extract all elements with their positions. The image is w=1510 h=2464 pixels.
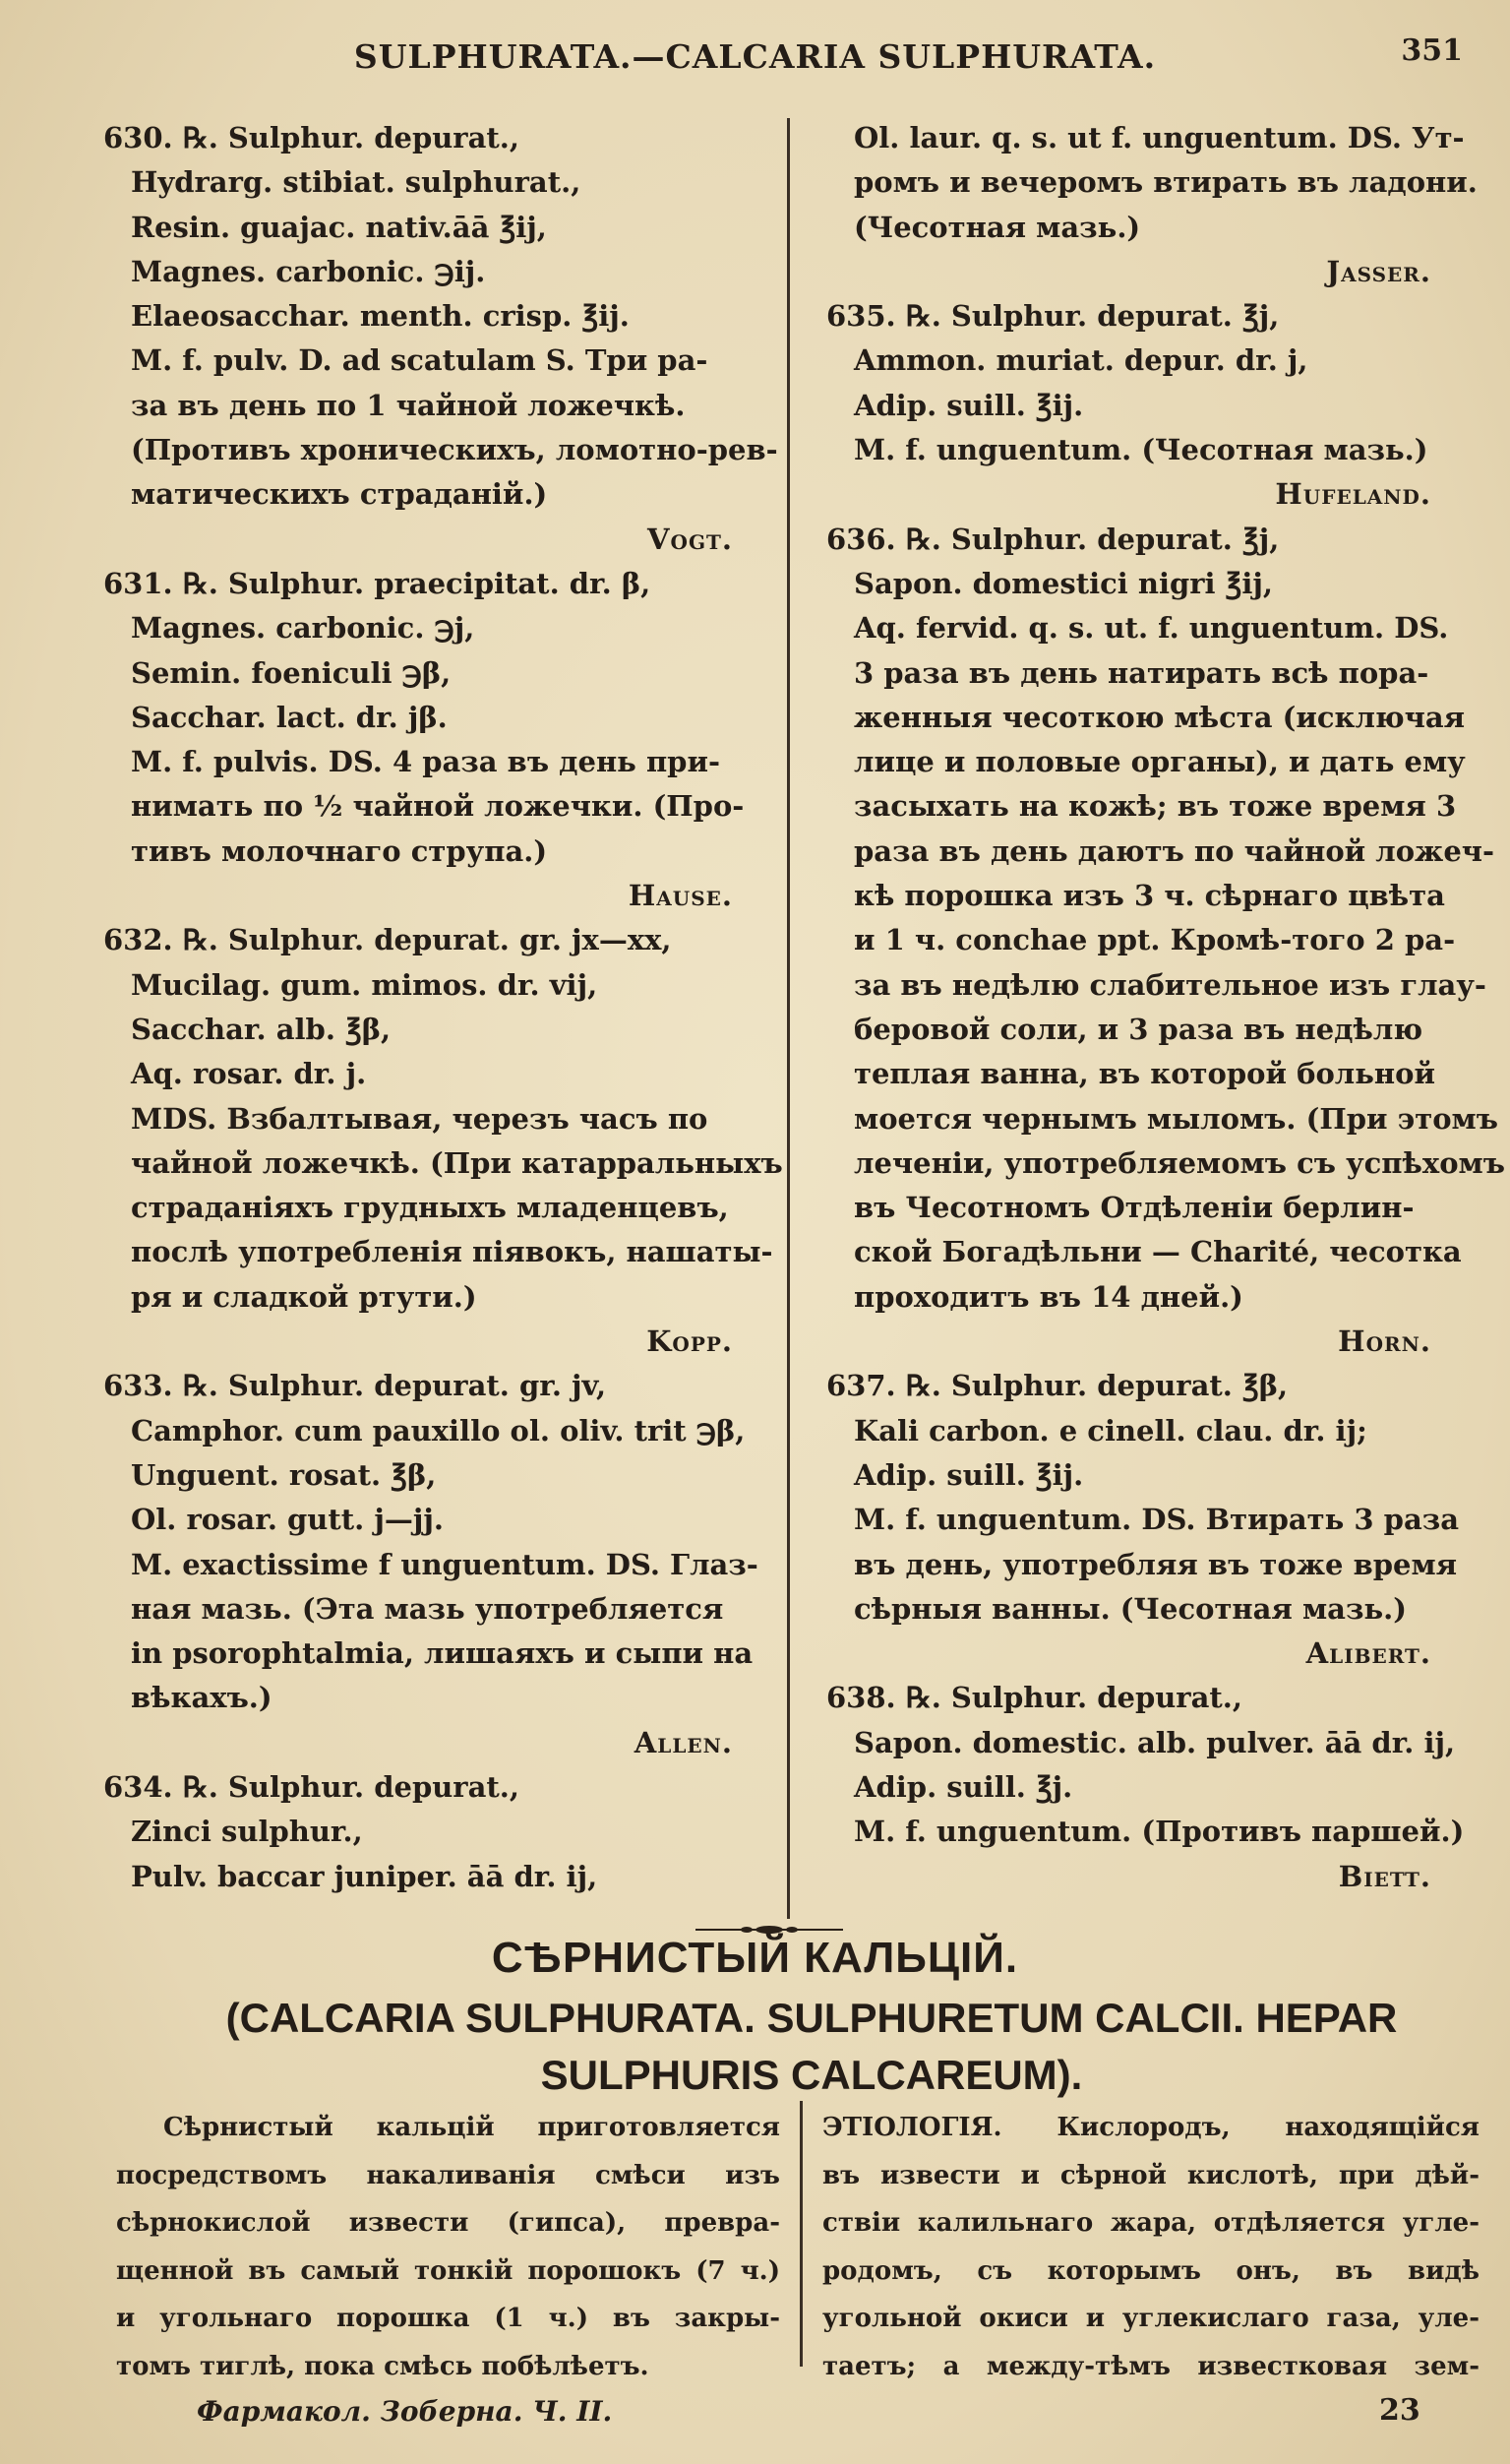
recipe-line: проходитъ въ 14 дней.) xyxy=(854,1279,1243,1314)
recipe-line: моется чернымъ мыломъ. (При этомъ xyxy=(854,1101,1498,1136)
recipe-line: MDS. Взбалтывая, черезъ часъ по xyxy=(131,1101,708,1136)
footer-sheet-number: 23 xyxy=(1379,2393,1420,2428)
recipe-line: нимать по ½ чайной ложечки. (Про- xyxy=(131,789,745,824)
right-column xyxy=(826,116,1505,1899)
recipe-line: 3 раза въ день натирать всѣ пора- xyxy=(854,655,1429,690)
recipe-line: M. f. pulvis. DS. 4 раза въ день при- xyxy=(131,745,721,779)
recipe-line: Sapon. domestici nigri ℥ij, xyxy=(854,566,1274,600)
recipe-line: Ol. rosar. gutt. j—jj. xyxy=(131,1503,444,1537)
recipe-author: Jasser. xyxy=(1326,254,1431,288)
recipe-line: засыхать на кожѣ; въ тоже время 3 xyxy=(854,789,1457,824)
recipe-line: за въ недѣлю слабительное изъ глау- xyxy=(854,967,1486,1002)
recipe-line: ской Богадѣльни — Charité, чесотка xyxy=(854,1235,1462,1269)
page-number: 351 xyxy=(1401,33,1463,68)
running-title: SULPHURATA.—CALCARIA SULPHURATA. xyxy=(353,37,1157,76)
recipe-heading-line: 636. ℞. Sulphur. depurat. ℥j, xyxy=(826,522,1280,556)
recipe-line: Sacchar. lact. dr. jβ. xyxy=(131,700,448,734)
recipe-heading-line: 633. ℞. Sulphur. depurat. gr. jv, xyxy=(103,1369,607,1403)
recipe-line: M. f. unguentum. DS. Втирать 3 раза xyxy=(854,1503,1460,1537)
recipe-entry xyxy=(826,1676,1471,1898)
recipe-line: Adip. suill. ℥ij. xyxy=(854,1457,1084,1492)
recipe-author: Allen. xyxy=(634,1725,733,1759)
recipe-line: Aq. rosar. dr. j. xyxy=(131,1057,367,1091)
recipe-line: M. f. unguentum. (Противъ паршей.) xyxy=(854,1815,1465,1849)
recipe-line: Pulv. baccar juniper. āā dr. ij, xyxy=(131,1859,598,1893)
paragraph-line: родомъ, съ которымъ онъ, въ видѣ xyxy=(822,2255,1480,2286)
recipe-heading-line: 638. ℞. Sulphur. depurat., xyxy=(826,1681,1242,1715)
recipe-line: раза въ день даютъ по чайной ложеч- xyxy=(854,833,1495,868)
recipe-line: кѣ порошка изъ 3 ч. сѣрнаго цвѣта xyxy=(854,879,1445,913)
paragraph-line: Сѣрнистый кальцiй приготовляется xyxy=(163,2113,780,2142)
recipe-line: Magnes. carbonic. ℈j, xyxy=(131,611,475,646)
recipe-entry xyxy=(826,1364,1471,1676)
recipe-line: страданiяхъ грудныхъ младенцевъ, xyxy=(131,1191,729,1225)
recipe-line: (Чесотная мазь.) xyxy=(854,210,1141,244)
recipe-line: Magnes. carbonic. ℈ij. xyxy=(131,254,486,288)
recipe-line: ромъ и вечеромъ втирать въ ладони. xyxy=(854,165,1478,200)
recipe-line: матическихъ страданiй.) xyxy=(131,477,548,512)
recipe-line: и 1 ч. conchae ppt. Кромѣ-того 2 ра- xyxy=(854,923,1456,957)
recipe-line: сѣрныя ванны. (Чесотная мазь.) xyxy=(854,1591,1407,1626)
recipe-line: M. f. pulv. D. ad scatulam S. Три ра- xyxy=(131,343,708,378)
bottom-right-column xyxy=(822,2104,1480,2390)
recipe-line: тивъ молочнаго струпа.) xyxy=(131,833,548,868)
recipe-line: Adip. suill. ℥ij. xyxy=(854,388,1084,422)
recipe-author: Alibert. xyxy=(1305,1636,1431,1671)
recipe-line: чайной ложечкѣ. (При катарральныхъ xyxy=(131,1145,783,1180)
section-subtitle-line-1: (CALCARIA SULPHURATA. SULPHURETUM CALCII. HEPAR xyxy=(225,1995,1398,2041)
recipe-entry xyxy=(103,918,783,1364)
recipe-line: Aq. fervid. q. s. ut. f. unguentum. DS. xyxy=(854,611,1449,646)
recipe-line: Kali carbon. e cinell. clau. dr. ij; xyxy=(854,1413,1367,1448)
recipe-heading-line: 637. ℞. Sulphur. depurat. ℥β, xyxy=(826,1369,1289,1403)
recipe-line: ря и сладкой ртути.) xyxy=(131,1279,477,1314)
recipe-entry xyxy=(103,1364,772,1765)
paragraph-line: посредствомъ накаливанiя смѣси изъ xyxy=(116,2160,780,2190)
recipe-heading-line: 631. ℞. Sulphur. praecipitat. dr. β, xyxy=(103,566,651,600)
left-column xyxy=(103,116,783,1899)
recipe-entry xyxy=(826,116,1478,294)
section-title: СѢРНИСТЫЙ КАЛЬЦIЙ. xyxy=(491,1934,1019,1982)
recipe-entry xyxy=(103,116,778,562)
recipe-line: Hydrarg. stibiat. sulphurat., xyxy=(131,165,581,200)
recipe-line: въ день, употребляя въ тоже время xyxy=(854,1547,1458,1581)
recipe-author: Hause. xyxy=(628,879,733,913)
recipe-line: въ Чесотномъ Отдѣленiи берлин- xyxy=(854,1191,1415,1225)
recipe-line: Sacchar. alb. ℥β, xyxy=(131,1012,392,1046)
recipe-entry xyxy=(826,518,1505,1365)
recipe-line: Ammon. muriat. depur. dr. j, xyxy=(854,343,1308,378)
recipe-line: in psorophtalmia, лишаяхъ и сыпи на xyxy=(131,1636,754,1671)
recipe-line: Ol. laur. q. s. ut f. unguentum. DS. Ут- xyxy=(854,121,1465,154)
paragraph-line: таетъ; а между-тѣмъ известковая зем- xyxy=(822,2351,1480,2381)
recipe-author: Horn. xyxy=(1338,1324,1431,1359)
recipe-line: за въ день по 1 чайной ложечкѣ. xyxy=(131,388,686,422)
recipe-author: Biett. xyxy=(1338,1859,1431,1893)
recipe-author: Hufeland. xyxy=(1275,477,1431,512)
recipe-heading-line: 634. ℞. Sulphur. depurat., xyxy=(103,1769,519,1804)
paragraph-line: ЭТIОЛОГIЯ. Кислородъ, находящiйся xyxy=(822,2113,1480,2142)
paragraph-line: ствiи калильнаго жара, отдѣляется угле- xyxy=(822,2208,1480,2238)
recipe-line: ная мазь. (Эта мазь употребляется xyxy=(131,1591,724,1626)
paragraph-line: щенной въ самый тонкiй порошокъ (7 ч.) xyxy=(116,2255,780,2286)
recipe-author: Vogt. xyxy=(647,522,733,556)
recipe-line: Elaeosacchar. menth. crisp. ℥ij. xyxy=(131,299,630,334)
recipe-line: теплая ванна, въ которой больной xyxy=(854,1057,1435,1091)
recipe-line: Unguent. rosat. ℥β, xyxy=(131,1457,437,1492)
paragraph-line: томъ тиглѣ, пока смѣсь побѣлѣетъ. xyxy=(116,2351,649,2381)
recipe-line: Camphor. cum pauxillo ol. oliv. trit ℈β, xyxy=(131,1413,746,1448)
recipe-heading-line: 632. ℞. Sulphur. depurat. gr. jx—xx, xyxy=(103,923,672,957)
recipe-line: лице и половые органы), и дать ему xyxy=(854,745,1466,779)
recipe-line: Resin. guajac. nativ.āā ℥ij, xyxy=(131,210,547,244)
paragraph-line: сѣрнокислой извести (гипса), превра- xyxy=(116,2208,780,2238)
paragraph-line: и угольнаго порошка (1 ч.) въ закры- xyxy=(116,2304,780,2333)
recipe-line: послѣ употребленiя пiявокъ, нашаты- xyxy=(131,1235,773,1269)
recipe-line: женныя чесоткою мѣста (исключая xyxy=(854,700,1466,734)
recipe-line: беровой соли, и 3 раза въ недѣлю xyxy=(854,1012,1423,1046)
footer-signature: Фармакол. Зоберна. Ч. II. xyxy=(197,2395,613,2428)
recipe-line: Sapon. domestic. alb. pulver. āā dr. ij, xyxy=(854,1725,1456,1759)
bottom-column-divider xyxy=(800,2101,803,2367)
recipe-line: M. exactissime f unguentum. DS. Глаз- xyxy=(131,1547,758,1581)
paragraph-line: въ извести и сѣрной кислотѣ, при дѣй- xyxy=(822,2160,1480,2190)
recipe-heading-line: 635. ℞. Sulphur. depurat. ℥j, xyxy=(826,299,1280,334)
recipe-heading-line: 630. ℞. Sulphur. depurat., xyxy=(103,121,519,154)
paragraph-line: угольной окиси и углекислаго газа, уле- xyxy=(822,2304,1480,2333)
recipe-line: Adip. suill. ℥j. xyxy=(854,1769,1073,1804)
recipe-entry xyxy=(103,562,772,918)
recipe-line: Mucilag. gum. mimos. dr. vij, xyxy=(131,967,598,1002)
recipe-line: вѣкахъ.) xyxy=(131,1681,272,1715)
recipe-line: Zinci sulphur., xyxy=(131,1815,363,1849)
recipe-entry xyxy=(103,1765,772,1899)
recipe-line: Semin. foeniculi ℈β, xyxy=(131,655,452,690)
recipe-line: (Противъ хроническихъ, ломотно-рев- xyxy=(131,433,778,467)
recipe-author: Kopp. xyxy=(646,1324,733,1359)
section-subtitle-line-2: SULPHURIS CALCAREUM). xyxy=(540,2052,1083,2098)
bottom-left-column xyxy=(116,2104,780,2390)
recipe-entry xyxy=(826,294,1471,517)
recipe-line: леченiи, употребляемомъ съ успѣхомъ xyxy=(854,1145,1505,1180)
column-divider xyxy=(787,118,790,1919)
recipe-line: M. f. unguentum. (Чесотная мазь.) xyxy=(854,433,1428,467)
